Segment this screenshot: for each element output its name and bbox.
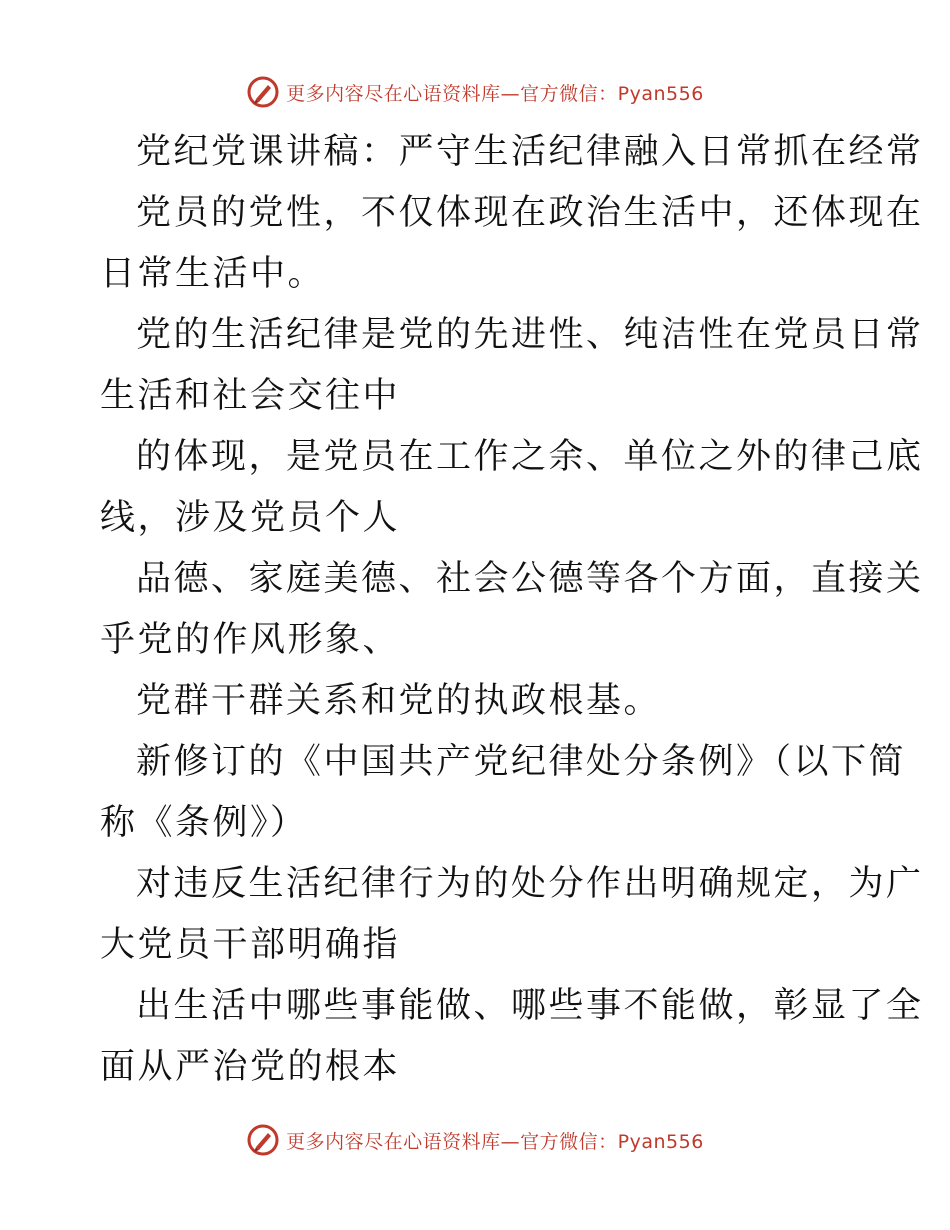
text-line: 新修订的《中国共产党纪律处分条例》（以下简 xyxy=(136,742,907,782)
text-line: 出生活中哪些事能做、哪些事不能做，彰显了全 xyxy=(136,986,924,1026)
text-line: 生活和社会交往中 xyxy=(100,376,401,416)
text-line: 党群干群关系和党的执政根基。 xyxy=(136,681,662,721)
footer-watermark xyxy=(0,1120,950,1160)
text-line: 大党员干部明确指 xyxy=(100,925,401,965)
document-title: 党纪党课讲稿：严守生活纪律融入日常抓在经常 xyxy=(136,132,924,172)
header-watermark xyxy=(0,72,950,112)
text-line: 党员的党性，不仅体现在政治生活中，还体现在 xyxy=(136,193,924,233)
text-line: 日常生活中。 xyxy=(100,254,326,294)
pen-logo-icon xyxy=(246,75,280,109)
text-line: 称《条例》） xyxy=(100,803,308,843)
watermark-text: 更多内容尽在心语资料库—官方微信：Pyan556 xyxy=(286,82,704,105)
text-line: 的体现，是党员在工作之余、单位之外的律己底 xyxy=(136,437,924,477)
document-body xyxy=(100,122,924,1098)
text-line: 面从严治党的根本 xyxy=(100,1047,401,1087)
text-line: 品德、家庭美德、社会公德等各个方面，直接关 xyxy=(136,559,924,599)
pen-logo-icon xyxy=(246,1123,280,1157)
watermark-text: 更多内容尽在心语资料库—官方微信：Pyan556 xyxy=(286,1130,704,1153)
text-line: 乎党的作风形象、 xyxy=(100,620,401,660)
text-line: 党的生活纪律是党的先进性、纯洁性在党员日常 xyxy=(136,315,924,355)
paragraph-lines xyxy=(100,183,924,1098)
text-line: 对违反生活纪律行为的处分作出明确规定，为广 xyxy=(136,864,924,904)
text-line: 线，涉及党员个人 xyxy=(100,498,401,538)
